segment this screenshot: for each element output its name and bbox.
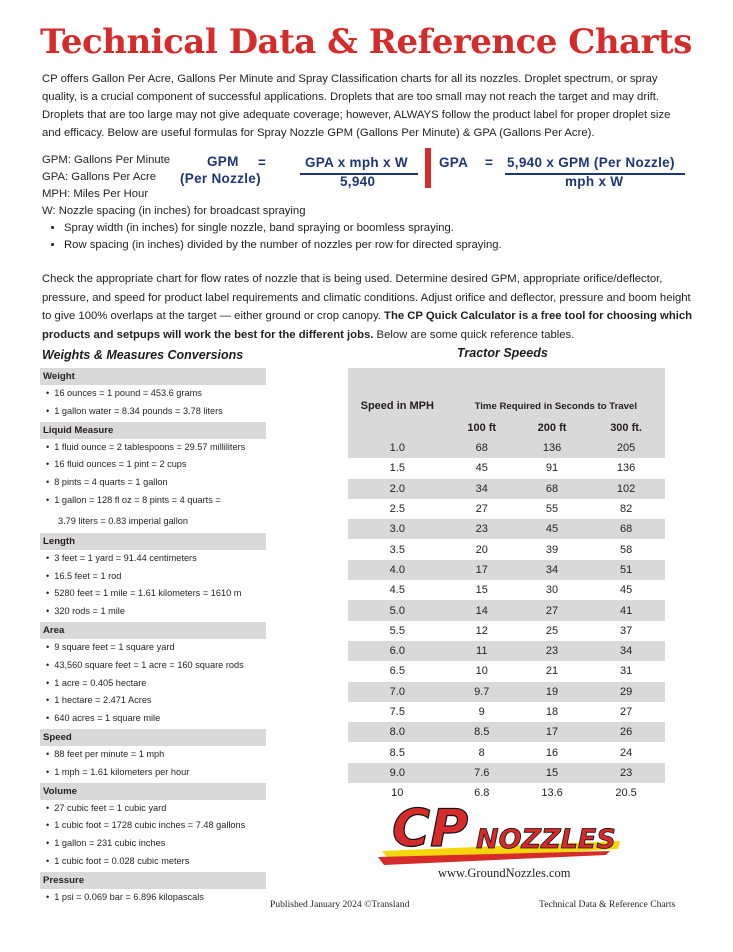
time-cell: 23	[587, 763, 665, 783]
table-row	[348, 438, 665, 458]
time-cell: 68	[587, 519, 665, 539]
tractor-speeds-table	[348, 368, 665, 803]
speed-cell: 5.0	[348, 600, 447, 620]
speed-cell: 5.5	[389, 624, 405, 637]
gpm-equals: =	[258, 155, 267, 170]
table-row	[348, 702, 665, 722]
conversion-item: • 1 cubic foot = 0.028 cubic meters	[40, 853, 266, 871]
table-row	[348, 560, 665, 580]
time-cell: 136	[517, 438, 587, 458]
quick-calculator-note: The CP Quick Calculator is a free tool for choosing which products and setpups will work the best for the different jobs.	[42, 310, 693, 341]
conversion-item: • 1 gallon = 128 fl oz = 8 pints = 4 quarts =	[40, 492, 266, 510]
time-cell: 9.7	[447, 682, 517, 702]
intro-paragraph: CP offers Gallon Per Acre, Gallons Per Minute and Spray Classification charts for all its nozzles. Droplet spectrum, or spray quality, is a crucial component of successful applications. Droplets that are too small may not reach the target and may drift. Droplets that are too large may not give adequate coverage; however, ALWAYS follow the product label for proper droplet size and efficacy. Below are useful formulas for Spray Nozzle GPM (Gallons Per Minute) & GPA (Gallons Per Acre).	[42, 73, 671, 139]
conversion-item: • 1 cubic foot = 1728 cubic inches = 7.48 gallons	[40, 817, 266, 835]
time-cell: 6.8	[474, 787, 490, 800]
table-row	[348, 519, 665, 539]
time-cell: 8	[478, 746, 485, 759]
table-row	[348, 458, 665, 478]
time-cell: 15	[517, 763, 587, 783]
gpa-numerator: 5,940 x GPM (Per Nozzle)	[507, 155, 675, 170]
time-cell: 29	[587, 682, 665, 702]
formula-divider	[425, 148, 431, 188]
conversion-item: • 1 gallon = 231 cubic inches	[40, 835, 266, 853]
conversions-list	[40, 367, 266, 907]
conversion-item: • 1 hectare = 2.471 Acres	[40, 692, 266, 710]
time-cell: 13.6	[541, 787, 563, 800]
time-cell: 18	[545, 706, 559, 718]
col-speed-header: Speed in MPH	[348, 368, 447, 418]
speed-cell: 9.0	[348, 763, 447, 783]
speed-cell: 3.5	[389, 543, 405, 556]
time-cell: 7.6	[447, 763, 517, 783]
speed-cell: 2.0	[348, 479, 447, 499]
table-row	[348, 479, 665, 499]
conversion-section-header: Liquid Measure	[40, 422, 266, 439]
time-cell: 41	[587, 600, 665, 620]
time-cell: 14	[447, 600, 517, 620]
table-row	[348, 621, 665, 641]
speed-cell: 1.5	[389, 462, 405, 475]
conversion-item: • 1 gallon water = 8.34 pounds = 3.78 liters	[40, 403, 266, 421]
time-cell: 16	[545, 746, 559, 759]
time-cell: 11	[447, 641, 517, 661]
speed-cell: 8.0	[348, 722, 447, 742]
conversion-item: • 640 acres = 1 square mile	[40, 710, 266, 728]
time-cell: 25	[545, 624, 559, 637]
time-cell: 17	[517, 722, 587, 742]
time-cell: 30	[545, 584, 559, 597]
time-cell: 91	[545, 462, 559, 475]
col-time-header: Time Required in Seconds to Travel	[447, 368, 665, 418]
conversion-item: • 1 fluid ounce = 2 tablespoons = 29.57 milliliters	[40, 439, 266, 457]
conversions-title: Weights & Measures Conversions	[42, 348, 244, 362]
def-bullet: • Spray width (in inches) for single nozzle, band spraying or boomless spraying.	[64, 220, 502, 237]
time-cell: 23	[447, 519, 517, 539]
time-cell: 27	[475, 503, 488, 516]
speed-cell: 4.0	[348, 560, 447, 580]
table-row	[348, 499, 665, 519]
conversion-item: • 5280 feet = 1 mile = 1.61 kilometers = 1610 m	[40, 585, 266, 603]
conversion-item: • 320 rods = 1 mile	[40, 603, 266, 621]
time-cell: 26	[587, 722, 665, 742]
time-cell: 55	[545, 503, 559, 516]
conversion-item: • 16.5 feet = 1 rod	[40, 568, 266, 586]
table-row	[348, 539, 665, 559]
def-gpm: GPM: Gallons Per Minute	[42, 154, 171, 166]
time-cell: 19	[517, 682, 587, 702]
gpa-equals: =	[485, 155, 494, 170]
time-cell: 21	[545, 665, 559, 678]
instructions-paragraph	[42, 270, 694, 344]
gpm-formula-label-sub: (Per Nozzle)	[180, 171, 261, 186]
conversion-item-continuation: 3.79 liters = 0.83 imperial gallon	[58, 515, 188, 526]
conversion-item: • 43,560 square feet = 1 acre = 160 square rods	[40, 657, 266, 675]
def-mph: MPH: Miles Per Hour	[42, 188, 149, 200]
time-cell: 20.5	[615, 787, 637, 800]
conversion-section-header: Area	[40, 622, 266, 639]
time-cell: 27	[619, 706, 633, 718]
time-cell: 68	[447, 438, 517, 458]
time-cell: 34	[447, 479, 517, 499]
time-cell: 58	[619, 543, 633, 556]
time-cell: 45	[619, 584, 633, 597]
time-cell: 10	[475, 665, 488, 678]
def-w: W: Nozzle spacing (in inches) for broadcast spraying	[42, 205, 306, 217]
conversion-item: • 1 mph = 1.61 kilometers per hour	[40, 764, 266, 782]
conversion-item: • 1 psi = 0.069 bar = 6.896 kilopascals	[40, 889, 266, 907]
def-gpa: GPA: Gallons Per Acre	[42, 171, 157, 183]
time-cell: 27	[517, 600, 587, 620]
speed-cell: 7.0	[348, 682, 447, 702]
footer-published: Published January 2024 ©Transland	[270, 899, 410, 910]
conversion-item: • 3 feet = 1 yard = 91.44 centimeters	[40, 550, 266, 568]
table-row	[348, 742, 665, 762]
time-cell: 39	[545, 543, 559, 556]
speed-cell: 6.5	[389, 665, 405, 678]
speed-cell: 8.5	[389, 746, 405, 759]
def-bullet: • Row spacing (in inches) divided by the number of nozzles per row for directed spraying.	[64, 237, 502, 254]
speed-cell: 10	[391, 787, 404, 800]
logo-cp-text: CP	[392, 799, 469, 859]
speed-cell: 2.5	[389, 503, 405, 516]
table-row	[348, 661, 665, 681]
gpm-numerator: GPA x mph x W	[305, 155, 408, 170]
page-title: Technical Data & Reference Charts	[40, 22, 692, 62]
tractor-speeds-title: Tractor Speeds	[457, 346, 548, 360]
time-cell: 34	[587, 641, 665, 661]
time-cell: 17	[447, 560, 517, 580]
time-cell: 9	[478, 706, 485, 718]
time-cell: 34	[517, 560, 587, 580]
speed-cell: 3.0	[348, 519, 447, 539]
col-100ft: 100 ft	[447, 418, 517, 438]
time-cell: 12	[475, 624, 488, 637]
instructions-text: Check the appropriate chart for flow rates of nozzle that is being used. Determine desired GPM, appropriate orifice/deflector, pressure, and speed for product label requirements and climatic conditions. Adjust orifice and deflector, pressure and boom height to give 100% overlaps at the target — either ground or crop canopy.	[42, 273, 691, 322]
time-cell: 37	[619, 624, 633, 637]
col-speed-spacer	[348, 418, 447, 438]
speed-cell: 1.0	[348, 438, 447, 458]
time-cell: 20	[475, 543, 488, 556]
speed-cell: 6.0	[348, 641, 447, 661]
time-cell: 15	[475, 584, 488, 597]
time-cell: 24	[619, 746, 633, 759]
time-cell: 82	[619, 503, 633, 516]
speed-cell: 7.5	[389, 706, 405, 718]
website-url: www.GroundNozzles.com	[438, 866, 571, 880]
col-200ft: 200 ft	[517, 418, 587, 438]
definitions	[42, 152, 502, 254]
table-row	[348, 722, 665, 742]
time-cell: 136	[616, 462, 636, 475]
time-cell: 205	[587, 438, 665, 458]
time-cell: 51	[587, 560, 665, 580]
conversion-section-header: Pressure	[40, 872, 266, 889]
time-cell: 31	[619, 665, 633, 678]
conversion-item: • 1 acre = 0.405 hectare	[40, 675, 266, 693]
time-cell: 68	[517, 479, 587, 499]
def-w-bullets	[42, 220, 502, 254]
conversion-section-header: Weight	[40, 368, 266, 385]
time-cell: 102	[587, 479, 665, 499]
conversion-section-header: Volume	[40, 783, 266, 800]
conversion-item: • 88 feet per minute = 1 mph	[40, 746, 266, 764]
gpa-formula-label: GPA	[439, 155, 469, 170]
gpm-formula-label: GPM	[207, 154, 239, 169]
gpa-denominator: mph x W	[565, 174, 624, 189]
table-row	[348, 600, 665, 620]
speed-cell: 4.5	[389, 584, 405, 597]
conversion-item: • 8 pints = 4 quarts = 1 gallon	[40, 474, 266, 492]
table-row	[348, 682, 665, 702]
table-row	[348, 580, 665, 600]
conversion-item: • 9 square feet = 1 square yard	[40, 639, 266, 657]
time-cell: 8.5	[447, 722, 517, 742]
footer-doc-title: Technical Data & Reference Charts	[539, 899, 676, 910]
table-row	[348, 641, 665, 661]
conversion-item: • 16 ounces = 1 pound = 453.6 grams	[40, 385, 266, 403]
time-cell: 45	[475, 462, 488, 475]
table-row	[348, 763, 665, 783]
conversion-item: • 16 fluid ounces = 1 pint = 2 cups	[40, 456, 266, 474]
time-cell: 45	[517, 519, 587, 539]
logo-nozzles-text: NOZZLES	[476, 824, 616, 855]
instructions-text-end: Below are some quick reference tables.	[373, 328, 575, 341]
conversion-item: • 27 cubic feet = 1 cubic yard	[40, 800, 266, 818]
tractor-speeds-body	[348, 438, 665, 803]
conversion-section-header: Speed	[40, 729, 266, 746]
time-cell: 23	[517, 641, 587, 661]
col-300ft: 300 ft.	[587, 418, 665, 438]
gpm-denominator: 5,940	[340, 174, 376, 189]
conversion-section-header: Length	[40, 533, 266, 550]
